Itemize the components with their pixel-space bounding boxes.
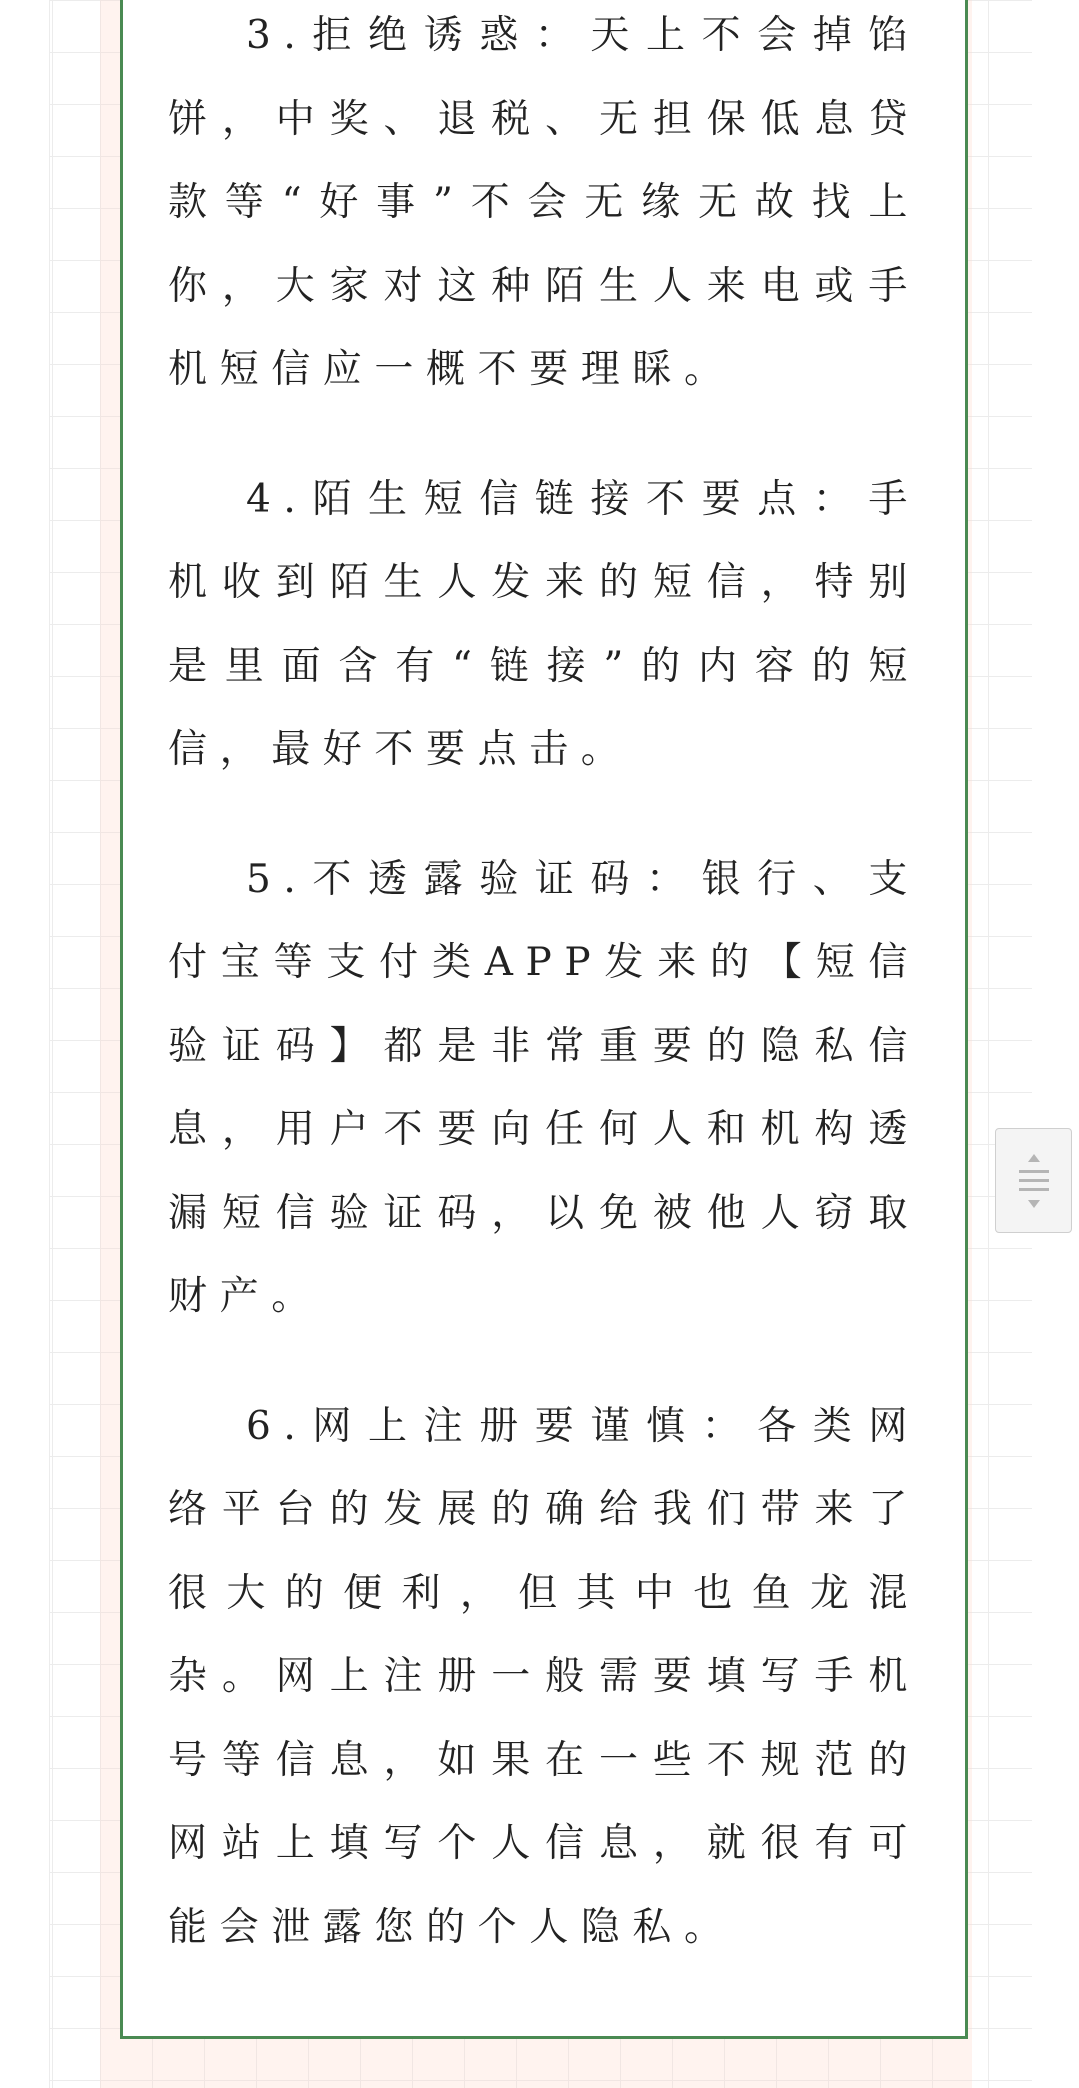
- article-paragraph-3: 3.拒绝诱惑：天上不会掉馅饼，中奖、退税、无担保低息贷款等“好事”不会无缘无故找上你，大家对这种陌生人来电或手机短信应一概不要理睬。: [168, 13, 920, 392]
- paragraph-spacer: [168, 1339, 920, 1385]
- scroll-to-top-button[interactable]: [995, 1128, 1072, 1233]
- article-paragraph-4: 4.陌生短信链接不要点：手机收到陌生人发来的短信，特别是里面含有“链接”的内容的短信，最好不要点击。: [168, 476, 920, 772]
- article-content: [168, 0, 920, 1969]
- article-paragraph-5: 5.不透露验证码：银行、支付宝等支付类APP发来的【短信验证码】都是非常重要的隐私信息，用户不要向任何人和机构透漏短信验证码，以免被他人窃取财产。: [168, 856, 920, 1319]
- article-paragraph-6: 6.网上注册要谨慎：各类网络平台的发展的确给我们带来了很大的便利，但其中也鱼龙混杂。网上注册一般需要填写手机号等信息，如果在一些不规范的网站上填写个人信息，就很有可能会泄露您的个人隐私。: [168, 1403, 920, 1950]
- paragraph-spacer: [168, 412, 920, 458]
- page-margin-right: [1032, 0, 1079, 2088]
- paragraph-spacer: [168, 792, 920, 838]
- page-margin-left: [0, 0, 50, 2088]
- scroll-to-top-icon: [1014, 1150, 1054, 1212]
